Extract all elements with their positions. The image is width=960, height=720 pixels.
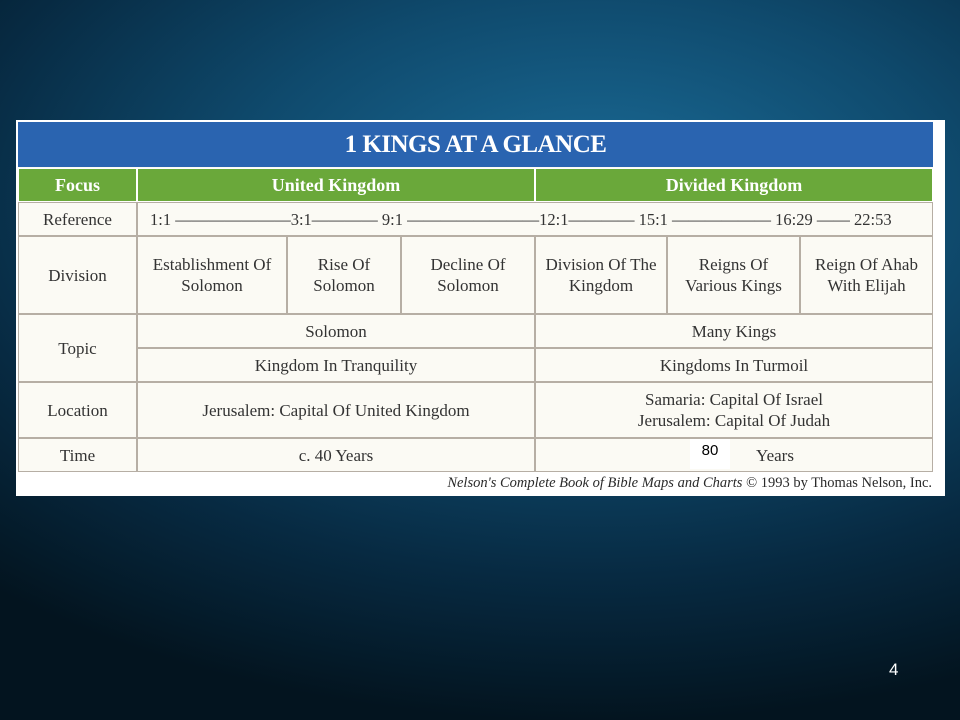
focus-header: Focus xyxy=(18,168,137,202)
topic-many-kings: Many Kings xyxy=(535,314,933,348)
division-reigns: Reigns Of Various Kings xyxy=(667,236,800,314)
focus-united-kingdom: United Kingdom xyxy=(137,168,535,202)
division-ahab: Reign Of Ahab With Elijah xyxy=(800,236,933,314)
kings-chart xyxy=(18,122,933,472)
topic-solomon: Solomon xyxy=(137,314,535,348)
credit-copyright: © 1993 by Thomas Nelson, Inc. xyxy=(742,475,932,491)
location-jerusalem-judah: Jerusalem: Capital Of Judah xyxy=(637,411,831,430)
time-header: Time xyxy=(18,438,137,472)
time-divided-years: Years xyxy=(756,445,794,465)
credit-book-title: Nelson's Complete Book of Bible Maps and Charts xyxy=(447,475,743,491)
chart-credit xyxy=(447,475,932,492)
focus-divided-kingdom: Divided Kingdom xyxy=(535,168,933,202)
topic-header: Topic xyxy=(18,314,137,382)
slide-page-number: 4 xyxy=(889,660,899,679)
topic-turmoil: Kingdoms In Turmoil xyxy=(535,348,933,382)
division-rise: Rise Of Solomon xyxy=(287,236,401,314)
location-divided xyxy=(535,382,933,438)
location-samaria: Samaria: Capital Of Israel xyxy=(645,390,823,409)
time-united: c. 40 Years xyxy=(137,438,535,472)
chart-title: 1 KINGS AT A GLANCE xyxy=(18,122,933,167)
reference-markers: 1:1 ———————3:1———— 9:1 ————————12:1———— 15:1 —————— 16:29 —— 22:53 xyxy=(137,202,933,236)
overlay-number-badge: 80 xyxy=(690,439,730,469)
division-division: Division Of The Kingdom xyxy=(535,236,667,314)
division-establishment: Establishment Of Solomon xyxy=(137,236,287,314)
division-header: Division xyxy=(18,236,137,314)
topic-tranquility: Kingdom In Tranquility xyxy=(137,348,535,382)
location-united: Jerusalem: Capital Of United Kingdom xyxy=(137,382,535,438)
division-decline: Decline Of Solomon xyxy=(401,236,535,314)
reference-header: Reference xyxy=(18,202,137,236)
time-divided xyxy=(535,438,933,472)
location-header: Location xyxy=(18,382,137,438)
chart-image xyxy=(16,120,945,496)
